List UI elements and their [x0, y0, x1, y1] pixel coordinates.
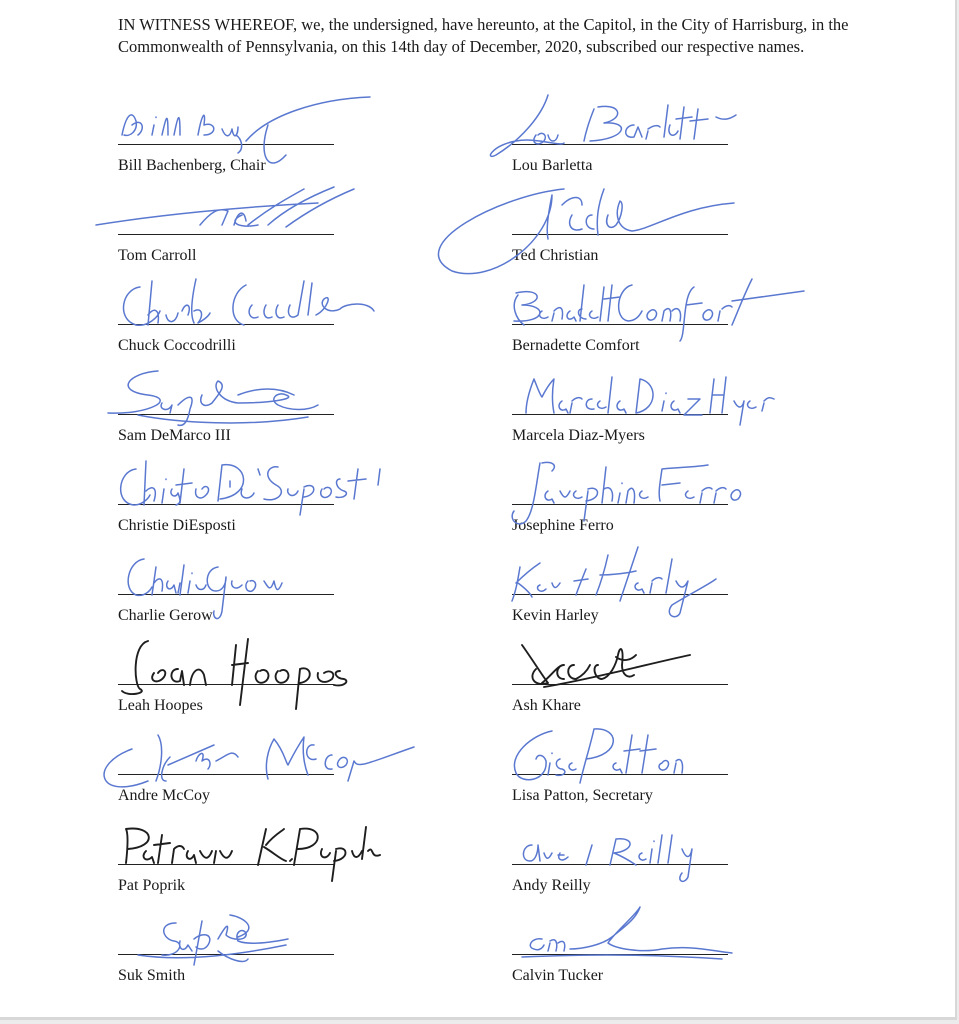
signatory-name: Lou Barletta — [512, 157, 593, 174]
signature-line — [512, 864, 728, 865]
signature-block-right-6 — [512, 545, 752, 625]
signatory-name: Christie DiEsposti — [118, 517, 236, 534]
signature-line — [512, 594, 728, 595]
signature-block-left-5 — [118, 455, 358, 535]
signature-line — [512, 414, 728, 415]
signature-line — [512, 144, 728, 145]
signatory-name: Suk Smith — [118, 967, 186, 984]
signature-line — [118, 774, 334, 775]
signature-line — [118, 414, 334, 415]
signatory-name: Kevin Harley — [512, 607, 599, 624]
signature-line — [118, 594, 334, 595]
signature-line — [118, 684, 334, 685]
signature-line — [118, 864, 334, 865]
signatory-name: Tom Carroll — [118, 247, 197, 264]
signature-line — [512, 954, 728, 955]
signatory-name: Andy Reilly — [512, 877, 591, 894]
signature-block-left-4 — [118, 365, 358, 445]
signature-line — [118, 144, 334, 145]
signature-block-left-2 — [118, 185, 358, 265]
signature-line — [512, 684, 728, 685]
signature-block-right-3 — [512, 275, 752, 355]
signature-block-right-1 — [512, 95, 752, 175]
signature-line — [512, 234, 728, 235]
signatory-name: Lisa Patton, Secretary — [512, 787, 653, 804]
signatory-name: Ted Christian — [512, 247, 599, 264]
signature-line — [512, 324, 728, 325]
signatory-name: Calvin Tucker — [512, 967, 604, 984]
signatory-name: Chuck Coccodrilli — [118, 337, 236, 354]
signature-block-right-9 — [512, 815, 752, 895]
signature-block-left-7 — [118, 635, 358, 715]
signature-block-left-1 — [118, 95, 358, 175]
signature-block-left-3 — [118, 275, 358, 355]
signature-block-left-10 — [118, 905, 358, 985]
signatory-name: Charlie Gerow — [118, 607, 213, 624]
signature-line — [118, 234, 334, 235]
signature-line — [118, 504, 334, 505]
signatory-name: Sam DeMarco III — [118, 427, 231, 444]
signature-block-right-2 — [512, 185, 752, 265]
signature-line — [512, 504, 728, 505]
signature-block-right-4 — [512, 365, 752, 445]
signatory-name: Josephine Ferro — [512, 517, 614, 534]
signature-block-left-6 — [118, 545, 358, 625]
signatory-name: Andre McCoy — [118, 787, 210, 804]
signatory-name: Marcela Diaz-Myers — [512, 427, 645, 444]
signature-line — [118, 324, 334, 325]
witness-preamble: IN WITNESS WHEREOF, we, the undersigned, have hereunto, at the Capitol, in the City of Harrisburg, in the Commonwealth of Pennsylvania, on this 14th day of December, 2020, subscribed our respective names. — [118, 15, 849, 56]
signatory-name: Bill Bachenberg, Chair — [118, 157, 266, 174]
signature-block-left-8 — [118, 725, 358, 805]
signature-block-right-5 — [512, 455, 752, 535]
signature-block-right-7 — [512, 635, 752, 715]
signature-line — [118, 954, 334, 955]
signature-block-right-8 — [512, 725, 752, 805]
signatory-name: Bernadette Comfort — [512, 337, 640, 354]
signature-line — [512, 774, 728, 775]
signature-block-left-9 — [118, 815, 358, 895]
signature-block-right-10 — [512, 905, 752, 985]
signatory-name: Ash Khare — [512, 697, 581, 714]
signatory-name: Pat Poprik — [118, 877, 186, 894]
signatory-name: Leah Hoopes — [118, 697, 203, 714]
